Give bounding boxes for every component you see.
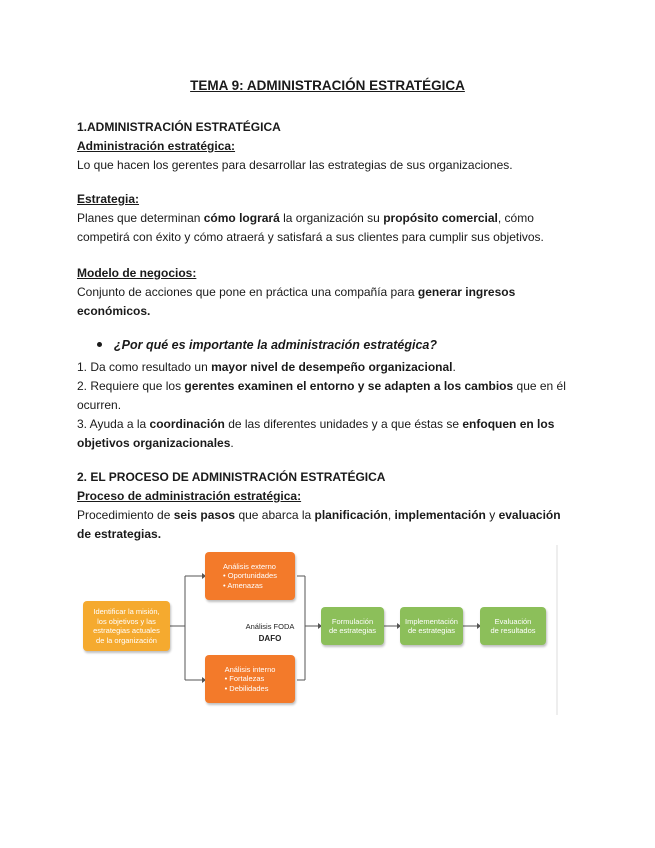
document-title: TEMA 9: ADMINISTRACIÓN ESTRATÉGICA [190, 78, 465, 93]
section-1 [77, 118, 577, 175]
identificar-mision-box: Identificar la misión, los objetivos y las estrategias actuales de la organización [83, 601, 170, 651]
evaluacion-box: Evaluación de resultados [480, 607, 546, 645]
list-item: 2. Requiere que los gerentes examinen el entorno y se adapten a los cambios que en él ocurren. [77, 379, 566, 412]
list-item: 1. Da como resultado un mayor nivel de desempeño organizacional. [77, 360, 456, 374]
process-diagram [80, 545, 558, 715]
estrategia-term: Estrategia: [77, 192, 140, 206]
dafo-label: DAFO [258, 634, 282, 643]
list-item: 3. Ayuda a la coordinación de las diferentes unidades y a que éstas se enfoquen en los objetivos organizacionales. [77, 417, 555, 450]
importancia-list [77, 358, 577, 453]
bullet-dot-icon [97, 342, 102, 347]
modelo-definition: Conjunto de acciones que pone en práctica una compañía para generar ingresos económicos. [77, 285, 516, 318]
formulacion-box: Formulación de estrategias [321, 607, 384, 645]
proceso-term: Proceso de administración estratégica: [77, 489, 302, 503]
implementacion-box: Implementación de estrategias [400, 607, 463, 645]
admin-estrategica-term: Administración estratégica: [77, 139, 236, 153]
foda-label: Análisis FODA DAFO [220, 621, 320, 645]
admin-estrategica-definition: Lo que hacen los gerentes para desarrollar las estrategias de sus organizaciones. [77, 158, 513, 172]
analisis-interno-box: Análisis interno • Fortalezas • Debilidades [205, 655, 295, 703]
section-2 [77, 468, 577, 544]
section-2-heading: 2. EL PROCESO DE ADMINISTRACIÓN ESTRATÉGICA [77, 470, 386, 484]
section-1-heading: 1.ADMINISTRACIÓN ESTRATÉGICA [77, 120, 281, 134]
importancia-question: ¿Por qué es importante la administración estratégica? [97, 338, 437, 352]
modelo-block [77, 264, 577, 321]
analisis-externo-box: Análisis externo • Oportunidades • Amenazas [205, 552, 295, 600]
proceso-definition: Procedimiento de seis pasos que abarca la planificación, implementación y evaluación de estrategias. [77, 508, 561, 541]
modelo-term: Modelo de negocios: [77, 266, 197, 280]
estrategia-definition: Planes que determinan cómo logrará la organización su propósito comercial, cómo competirá con éxito y cómo atraerá y satisfará a sus clientes para cumplir sus objetivos. [77, 211, 544, 244]
estrategia-block [77, 190, 577, 247]
